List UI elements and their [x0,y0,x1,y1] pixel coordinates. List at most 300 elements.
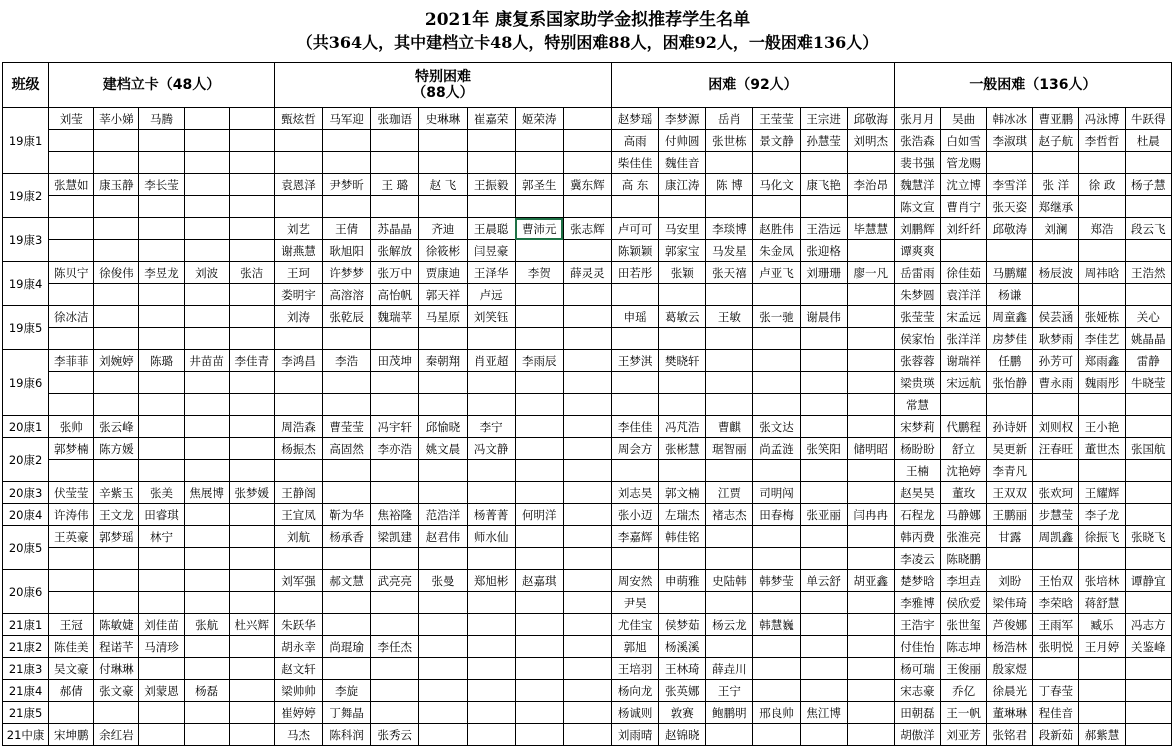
name-cell[interactable] [323,482,371,504]
name-cell[interactable]: 韩梦莹 [753,570,800,592]
name-cell[interactable]: 韩丙费 [894,526,940,548]
name-cell[interactable]: 李子龙 [1079,504,1125,526]
name-cell[interactable]: 焦江博 [800,702,847,724]
name-cell[interactable] [467,724,515,746]
name-cell[interactable]: 袁洋洋 [941,284,987,306]
name-cell[interactable] [563,350,611,372]
name-cell[interactable]: 沈艳婷 [941,460,987,482]
name-cell[interactable]: 曹肖宁 [941,196,987,218]
name-cell[interactable] [563,394,611,416]
name-cell[interactable]: 程佳音 [1033,702,1079,724]
name-cell[interactable]: 申瑶 [612,306,659,328]
name-cell[interactable]: 肖亚超 [467,350,515,372]
name-cell[interactable] [467,702,515,724]
name-cell[interactable] [753,592,800,614]
name-cell[interactable] [800,482,847,504]
name-cell[interactable] [659,548,706,570]
class-cell[interactable]: 19康2 [3,174,49,218]
name-cell[interactable] [419,724,467,746]
name-cell[interactable] [941,240,987,262]
name-cell[interactable]: 楚梦晗 [894,570,940,592]
name-cell[interactable]: 高 东 [612,174,659,196]
name-cell[interactable] [847,416,894,438]
name-cell[interactable]: 周会方 [612,438,659,460]
name-cell[interactable]: 曹永雨 [1033,372,1079,394]
name-cell[interactable] [467,482,515,504]
name-cell[interactable] [515,702,563,724]
name-cell[interactable]: 郭圣生 [515,174,563,196]
name-cell[interactable] [515,636,563,658]
name-cell[interactable] [847,482,894,504]
name-cell[interactable] [847,196,894,218]
name-cell[interactable] [371,152,419,174]
name-cell[interactable]: 尚琨瑜 [323,636,371,658]
name-cell[interactable] [184,526,229,548]
name-cell[interactable]: 武亮亮 [371,570,419,592]
name-cell[interactable]: 刘波 [184,262,229,284]
name-cell[interactable]: 马杰 [274,724,322,746]
name-cell[interactable] [371,702,419,724]
name-cell[interactable]: 张淮亮 [941,526,987,548]
name-cell[interactable] [371,482,419,504]
name-cell[interactable] [139,416,184,438]
name-cell[interactable]: 杨盼盼 [894,438,940,460]
name-cell[interactable]: 刘莹 [49,108,94,130]
name-cell[interactable] [612,284,659,306]
name-cell[interactable]: 王宜凤 [274,504,322,526]
name-cell[interactable]: 张乾辰 [323,306,371,328]
name-cell[interactable]: 郭文楠 [659,482,706,504]
name-cell[interactable] [563,658,611,680]
name-cell[interactable]: 王双双 [987,482,1033,504]
name-cell[interactable] [612,394,659,416]
name-cell[interactable] [229,570,274,592]
name-cell[interactable]: 张天姿 [987,196,1033,218]
name-cell[interactable]: 曹沛元 [515,218,563,240]
name-cell[interactable]: 朱梦圆 [894,284,940,306]
name-cell[interactable] [229,636,274,658]
name-cell[interactable]: 段新茹 [1033,724,1079,746]
name-cell[interactable]: 江贾 [706,482,753,504]
name-cell[interactable] [800,152,847,174]
name-cell[interactable]: 邱愉晓 [419,416,467,438]
name-cell[interactable] [371,130,419,152]
name-cell[interactable] [563,482,611,504]
name-cell[interactable]: 郭梦瑶 [94,526,139,548]
name-cell[interactable] [139,438,184,460]
name-cell[interactable] [753,394,800,416]
name-cell[interactable]: 程诺芊 [94,636,139,658]
name-cell[interactable] [139,240,184,262]
name-cell[interactable]: 冯志方 [1125,614,1171,636]
name-cell[interactable]: 王浩远 [800,218,847,240]
name-cell[interactable] [139,592,184,614]
name-cell[interactable] [49,240,94,262]
name-cell[interactable] [706,328,753,350]
name-cell[interactable]: 陈贝宁 [49,262,94,284]
name-cell[interactable] [229,438,274,460]
name-cell[interactable]: 王林琦 [659,658,706,680]
name-cell[interactable]: 张英娜 [659,680,706,702]
name-cell[interactable] [274,548,322,570]
name-cell[interactable]: 李梦源 [659,108,706,130]
name-cell[interactable] [94,394,139,416]
name-cell[interactable]: 任鹏 [987,350,1033,372]
name-cell[interactable] [563,592,611,614]
name-cell[interactable]: 杨谦 [987,284,1033,306]
name-cell[interactable]: 杨磊 [184,680,229,702]
name-cell[interactable] [94,218,139,240]
name-cell[interactable]: 储明昭 [847,438,894,460]
name-cell[interactable]: 陈晓鹏 [941,548,987,570]
name-cell[interactable] [753,548,800,570]
class-cell[interactable]: 19康5 [3,306,49,350]
name-cell[interactable]: 白如雪 [941,130,987,152]
name-cell[interactable]: 张云峰 [94,416,139,438]
name-cell[interactable] [139,394,184,416]
name-cell[interactable]: 冯芃浩 [659,416,706,438]
name-cell[interactable] [612,196,659,218]
name-cell[interactable]: 侯梦茹 [659,614,706,636]
name-cell[interactable] [139,328,184,350]
name-cell[interactable] [847,460,894,482]
name-cell[interactable]: 莘小娣 [94,108,139,130]
group-header-jiandang[interactable]: 建档立卡（48人） [49,63,275,108]
name-cell[interactable] [1125,680,1171,702]
name-cell[interactable]: 魏雨彤 [1079,372,1125,394]
name-cell[interactable]: 杜兴辉 [229,614,274,636]
name-cell[interactable] [419,658,467,680]
name-cell[interactable]: 刘澜 [1033,218,1079,240]
name-cell[interactable] [94,130,139,152]
name-cell[interactable]: 王振毅 [467,174,515,196]
name-cell[interactable]: 韩慧巍 [753,614,800,636]
name-cell[interactable] [274,592,322,614]
name-cell[interactable] [515,130,563,152]
name-cell[interactable]: 张笑阳 [800,438,847,460]
name-cell[interactable] [229,130,274,152]
name-cell[interactable] [229,108,274,130]
name-cell[interactable] [515,306,563,328]
name-cell[interactable] [467,196,515,218]
name-cell[interactable] [1125,416,1171,438]
name-cell[interactable]: 杨菁菁 [467,504,515,526]
name-cell[interactable] [229,724,274,746]
name-cell[interactable]: 杨可瑞 [894,658,940,680]
name-cell[interactable]: 陈 博 [706,174,753,196]
name-cell[interactable]: 李菲菲 [49,350,94,372]
name-cell[interactable]: 崔嘉荣 [467,108,515,130]
name-cell[interactable]: 刘军强 [274,570,322,592]
name-cell[interactable]: 孙诗妍 [987,416,1033,438]
name-cell[interactable]: 蒋舒慧 [1079,592,1125,614]
name-cell[interactable] [706,196,753,218]
name-cell[interactable]: 申萌雅 [659,570,706,592]
name-cell[interactable]: 邱敬海 [847,108,894,130]
name-cell[interactable]: 徐俊伟 [94,262,139,284]
name-cell[interactable] [274,394,322,416]
name-cell[interactable] [371,592,419,614]
name-cell[interactable]: 曹麒 [706,416,753,438]
name-cell[interactable] [800,548,847,570]
name-cell[interactable] [419,548,467,570]
name-cell[interactable]: 宋孟远 [941,306,987,328]
name-cell[interactable]: 景文静 [753,130,800,152]
name-cell[interactable] [371,196,419,218]
name-cell[interactable] [419,614,467,636]
name-cell[interactable]: 郭梦楠 [49,438,94,460]
name-cell[interactable]: 马腾 [139,108,184,130]
name-cell[interactable] [229,394,274,416]
name-cell[interactable]: 付帅圆 [659,130,706,152]
name-cell[interactable] [612,548,659,570]
name-cell[interactable]: 孙慧莹 [800,130,847,152]
name-cell[interactable] [1079,240,1125,262]
name-cell[interactable] [1033,284,1079,306]
name-cell[interactable] [515,724,563,746]
name-cell[interactable]: 王英豪 [49,526,94,548]
name-cell[interactable]: 李琰博 [706,218,753,240]
name-cell[interactable]: 张洁 [229,262,274,284]
name-cell[interactable]: 周童鑫 [987,306,1033,328]
name-cell[interactable] [323,548,371,570]
name-cell[interactable]: 李哲哲 [1079,130,1125,152]
name-cell[interactable]: 房梦佳 [987,328,1033,350]
name-cell[interactable] [467,328,515,350]
name-cell[interactable] [563,548,611,570]
name-cell[interactable] [1079,658,1125,680]
name-cell[interactable]: 董琳琳 [987,702,1033,724]
name-cell[interactable]: 王敏 [706,306,753,328]
name-cell[interactable]: 梁帅帅 [274,680,322,702]
name-cell[interactable]: 侯欣爱 [941,592,987,614]
name-cell[interactable]: 张国航 [1125,438,1171,460]
name-cell[interactable] [229,328,274,350]
group-header-kunnan[interactable]: 困难（92人） [612,63,895,108]
name-cell[interactable]: 沈立博 [941,174,987,196]
name-cell[interactable]: 张娅栋 [1079,306,1125,328]
name-cell[interactable]: 康江涛 [659,174,706,196]
name-cell[interactable]: 杨向龙 [612,680,659,702]
name-cell[interactable] [706,372,753,394]
name-cell[interactable] [515,152,563,174]
name-cell[interactable] [371,548,419,570]
name-cell[interactable]: 曹亚鹏 [1033,108,1079,130]
name-cell[interactable]: 宋志豪 [894,680,940,702]
name-cell[interactable] [1125,394,1171,416]
name-cell[interactable] [139,130,184,152]
name-cell[interactable] [184,570,229,592]
name-cell[interactable]: 韩冰冰 [987,108,1033,130]
name-cell[interactable]: 杨溪溪 [659,636,706,658]
name-cell[interactable] [1125,460,1171,482]
name-cell[interactable] [467,372,515,394]
name-cell[interactable]: 郭旭 [612,636,659,658]
name-cell[interactable] [800,592,847,614]
name-cell[interactable] [1125,548,1171,570]
name-cell[interactable] [467,658,515,680]
name-cell[interactable] [563,438,611,460]
name-cell[interactable] [515,680,563,702]
name-cell[interactable]: 师水仙 [467,526,515,548]
name-cell[interactable]: 井苗苗 [184,350,229,372]
name-cell[interactable] [563,526,611,548]
name-cell[interactable]: 高固然 [323,438,371,460]
name-cell[interactable] [419,680,467,702]
name-cell[interactable] [49,196,94,218]
name-cell[interactable]: 关心 [1125,306,1171,328]
name-cell[interactable]: 张曼 [419,570,467,592]
name-cell[interactable] [229,284,274,306]
name-cell[interactable]: 刘雨晴 [612,724,659,746]
name-cell[interactable] [49,218,94,240]
class-cell[interactable]: 21康3 [3,658,49,680]
name-cell[interactable]: 田春梅 [753,504,800,526]
name-cell[interactable] [94,328,139,350]
name-cell[interactable]: 李亦浩 [371,438,419,460]
name-cell[interactable]: 焦裕隆 [371,504,419,526]
name-cell[interactable]: 陈敏婕 [94,614,139,636]
name-cell[interactable]: 李荣晗 [1033,592,1079,614]
name-cell[interactable]: 李雨辰 [515,350,563,372]
name-cell[interactable]: 陈佳美 [49,636,94,658]
name-cell[interactable] [184,108,229,130]
class-cell[interactable]: 19康4 [3,262,49,306]
name-cell[interactable]: 裴书强 [894,152,940,174]
name-cell[interactable]: 王耀辉 [1079,482,1125,504]
name-cell[interactable] [467,460,515,482]
name-cell[interactable] [184,636,229,658]
name-cell[interactable] [706,284,753,306]
name-cell[interactable]: 张慧如 [49,174,94,196]
name-cell[interactable]: 魏佳音 [659,152,706,174]
name-cell[interactable]: 尤佳宝 [612,614,659,636]
name-cell[interactable] [515,284,563,306]
name-cell[interactable] [323,614,371,636]
name-cell[interactable]: 陈科润 [323,724,371,746]
name-cell[interactable]: 张迎格 [800,240,847,262]
name-cell[interactable] [139,372,184,394]
name-cell[interactable]: 张小迈 [612,504,659,526]
name-cell[interactable]: 段云飞 [1125,218,1171,240]
name-cell[interactable] [139,218,184,240]
name-cell[interactable] [184,196,229,218]
name-cell[interactable] [229,548,274,570]
name-cell[interactable]: 焦展博 [184,482,229,504]
name-cell[interactable] [563,416,611,438]
name-cell[interactable]: 侯家怡 [894,328,940,350]
name-cell[interactable] [1033,658,1079,680]
name-cell[interactable] [139,460,184,482]
name-cell[interactable] [800,394,847,416]
name-cell[interactable] [467,592,515,614]
name-cell[interactable]: 李长莹 [139,174,184,196]
name-cell[interactable]: 秦朝翔 [419,350,467,372]
name-cell[interactable] [229,702,274,724]
name-cell[interactable]: 宋梦莉 [894,416,940,438]
name-cell[interactable]: 田茂坤 [371,350,419,372]
class-cell[interactable]: 21中康 [3,724,49,746]
name-cell[interactable] [184,724,229,746]
name-cell[interactable] [706,350,753,372]
name-cell[interactable] [49,702,94,724]
name-cell[interactable] [563,306,611,328]
name-cell[interactable]: 梁伟琦 [987,592,1033,614]
name-cell[interactable]: 尹梦昕 [323,174,371,196]
name-cell[interactable] [467,394,515,416]
name-cell[interactable] [1125,592,1171,614]
name-cell[interactable]: 冯宇轩 [371,416,419,438]
name-cell[interactable]: 牛晓莹 [1125,372,1171,394]
name-cell[interactable]: 刘则权 [1033,416,1079,438]
name-cell[interactable]: 郭天祥 [419,284,467,306]
name-cell[interactable]: 雷静 [1125,350,1171,372]
name-cell[interactable] [563,504,611,526]
name-cell[interactable] [139,306,184,328]
name-cell[interactable]: 周浩森 [274,416,322,438]
name-cell[interactable]: 何明洋 [515,504,563,526]
name-cell[interactable]: 张彬慧 [659,438,706,460]
name-cell[interactable] [323,152,371,174]
name-cell[interactable] [274,130,322,152]
name-cell[interactable]: 高溶溶 [323,284,371,306]
name-cell[interactable]: 代鹏程 [941,416,987,438]
name-cell[interactable]: 吴曲 [941,108,987,130]
name-cell[interactable] [229,372,274,394]
name-cell[interactable]: 岳肖 [706,108,753,130]
name-cell[interactable] [515,548,563,570]
name-cell[interactable] [139,152,184,174]
name-cell[interactable]: 张秀云 [371,724,419,746]
name-cell[interactable]: 胡永幸 [274,636,322,658]
name-cell[interactable]: 李淑琪 [987,130,1033,152]
name-cell[interactable] [323,372,371,394]
name-cell[interactable]: 郑浩 [1079,218,1125,240]
name-cell[interactable] [753,460,800,482]
name-cell[interactable]: 张航 [184,614,229,636]
name-cell[interactable] [800,680,847,702]
name-cell[interactable] [49,284,94,306]
name-cell[interactable] [229,504,274,526]
name-cell[interactable] [753,526,800,548]
name-cell[interactable]: 王静阁 [274,482,322,504]
class-cell[interactable]: 20康4 [3,504,49,526]
name-cell[interactable]: 郝紫慧 [1079,724,1125,746]
name-cell[interactable] [94,284,139,306]
name-cell[interactable]: 王宗进 [800,108,847,130]
name-cell[interactable] [1125,284,1171,306]
name-cell[interactable]: 伏莹莹 [49,482,94,504]
name-cell[interactable]: 王 璐 [371,174,419,196]
name-cell[interactable]: 柴佳佳 [612,152,659,174]
name-cell[interactable]: 高雨 [612,130,659,152]
name-cell[interactable] [419,482,467,504]
name-cell[interactable] [1079,702,1125,724]
name-cell[interactable]: 樊晓轩 [659,350,706,372]
name-cell[interactable]: 王泽华 [467,262,515,284]
name-cell[interactable]: 刘蒙恩 [139,680,184,702]
name-cell[interactable]: 琚智丽 [706,438,753,460]
name-cell[interactable] [753,152,800,174]
name-cell[interactable] [467,636,515,658]
name-cell[interactable] [184,460,229,482]
name-cell[interactable]: 董世杰 [1079,438,1125,460]
name-cell[interactable] [515,658,563,680]
name-cell[interactable]: 张文达 [753,416,800,438]
name-cell[interactable] [563,614,611,636]
name-cell[interactable] [515,328,563,350]
name-cell[interactable] [229,306,274,328]
